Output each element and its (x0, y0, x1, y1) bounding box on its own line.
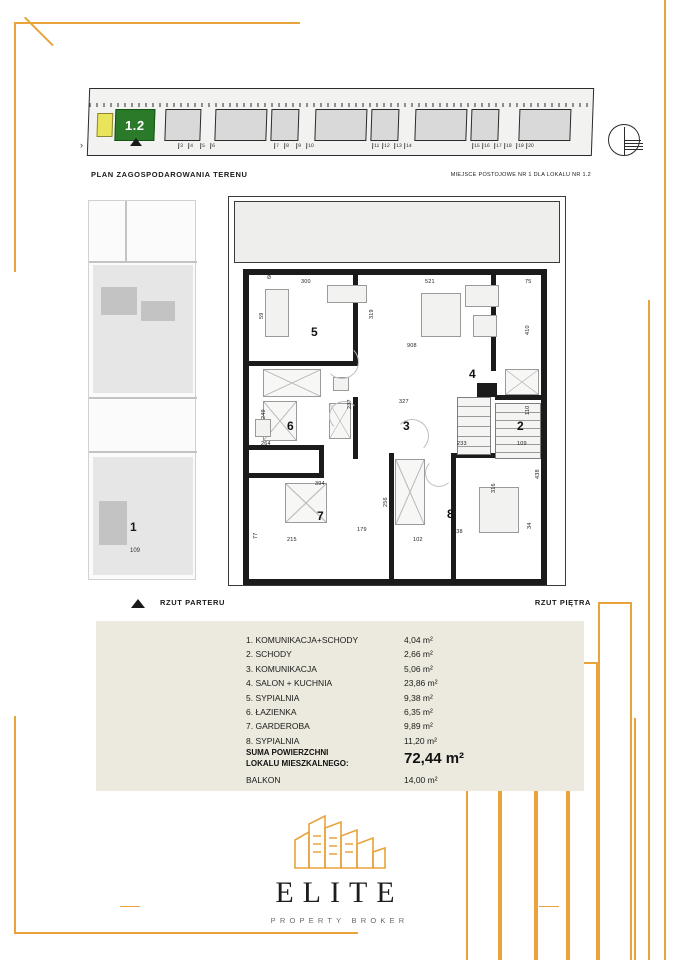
furniture-sink (333, 377, 349, 391)
plan-dimension: 327 (399, 399, 409, 405)
legend-room-name: 3. KOMUNIKACJA (246, 663, 317, 674)
legend-room-name: 2. SCHODY (246, 649, 292, 660)
ghost-wall (89, 451, 197, 453)
site-plan-number: 4 (190, 143, 194, 149)
plan-dimension: 249 (261, 409, 267, 419)
site-plan-number-row (88, 143, 591, 153)
site-plan-number: 18 (506, 143, 512, 149)
logo-rule-right (539, 906, 559, 907)
legend-room-name: 1. KOMUNIKACJA+SCHODY (246, 635, 359, 645)
plan-dimension: 215 (287, 537, 297, 543)
site-plan-unit-badge: 1.2 (114, 109, 155, 141)
furniture-wardrobe (263, 369, 321, 397)
site-plan (88, 88, 593, 156)
site-plan-unit-block (518, 109, 571, 141)
total-area-label (246, 748, 404, 769)
plan-dimension: 59 (259, 312, 265, 319)
frame-line-bottom-left-horizontal (14, 932, 358, 934)
total-area-label-line1: SUMA POWIERZCHNI (246, 748, 329, 757)
plan-dimension: 179 (357, 527, 367, 533)
site-plan-number: 5 (202, 143, 206, 149)
legend-room-area: 9,89 m² (404, 721, 433, 732)
legend-row (246, 705, 546, 719)
plan-dimension: 319 (369, 309, 375, 319)
total-area-row (246, 748, 566, 769)
site-plan-number: 12 (384, 143, 390, 149)
site-plan-number: 20 (528, 143, 534, 149)
ghost-plan-dimension: 109 (130, 548, 141, 554)
legend-room-area: 23,86 m² (404, 678, 438, 689)
ghost-wall (89, 397, 197, 399)
plan-room-number-4: 4 (469, 367, 476, 381)
ground-floor-caption: RZUT PARTERU (160, 598, 225, 607)
furniture-bed-room8 (479, 487, 519, 533)
frame-line-top-left-vertical (14, 22, 16, 272)
ghost-wall (101, 287, 137, 315)
site-plan-parking-space (96, 113, 113, 137)
building-logo-icon (275, 810, 405, 870)
legend-room-area: 6,35 m² (404, 707, 433, 718)
upper-floor-plan (228, 196, 566, 586)
plan-dimension: 233 (457, 441, 467, 447)
site-plan-caption: PLAN ZAGOSPODAROWANIA TERENU (91, 170, 248, 179)
parking-note: MIEJSCE POSTOJOWE NR 1 DLA LOKALU NR 1.2 (450, 172, 591, 178)
legend-row (246, 691, 546, 705)
ghost-wall (125, 201, 127, 261)
plan-dimension: 908 (407, 343, 417, 349)
balcony-terrace (234, 201, 560, 263)
furniture-shower (255, 419, 271, 437)
site-plan-number: 14 (406, 143, 412, 149)
legend-row (246, 676, 546, 690)
compass-hatch (625, 143, 643, 153)
plan-dimension: 77 (253, 532, 259, 539)
site-plan-number: 8 (286, 143, 290, 149)
legend-room-name: 7. GARDEROBA (246, 721, 310, 732)
legend-room-name: 8. SYPIALNIA (246, 735, 300, 746)
door-swing-arc (329, 401, 359, 431)
plan-wall-interior (249, 473, 324, 478)
furniture-bathtub (327, 285, 367, 303)
furniture-wardrobe (395, 459, 425, 525)
upper-floor-caption: RZUT PIĘTRA (534, 598, 591, 607)
ground-floor-ghost-plan (88, 200, 196, 580)
legend-row (246, 734, 546, 748)
site-plan-number: 11 (374, 143, 380, 149)
plan-dimension: 109 (517, 441, 527, 447)
legend-row (246, 633, 546, 647)
site-plan-number: 9 (298, 143, 302, 149)
balcony-row (246, 775, 566, 785)
plan-dimension: 410 (525, 325, 531, 335)
door-swing-arc (325, 345, 359, 379)
site-plan-unit-block (414, 109, 467, 141)
plan-dimension: 60 (267, 272, 273, 279)
balcony-area: 14,00 m² (404, 775, 438, 785)
plan-wall-outer-left (243, 269, 249, 585)
plan-room-number-8: 8 (447, 507, 454, 521)
site-plan-number: 16 (484, 143, 490, 149)
site-plan-unit-block (214, 109, 267, 141)
plan-dimension: 438 (535, 469, 541, 479)
legend-room-name: 4. SALON + KUCHNIA (246, 678, 333, 689)
site-plan-unit-block (370, 109, 399, 141)
legend-room-area: 2,66 m² (404, 649, 433, 660)
site-plan-number: 15 (474, 143, 480, 149)
door-swing-arc (425, 459, 453, 487)
brand-tagline: PROPERTY BROKER (270, 916, 409, 925)
plan-wall-interior (319, 445, 324, 475)
plan-dimension: 300 (301, 279, 311, 285)
ghost-wall (99, 501, 127, 545)
plan-room-number-5: 5 (311, 325, 318, 339)
site-plan-number: 17 (496, 143, 502, 149)
site-plan-number: 6 (212, 143, 216, 149)
plan-wall-interior (495, 395, 543, 400)
site-plan-unit-block (270, 109, 299, 141)
plan-room-number-6: 6 (287, 419, 294, 433)
ground-floor-marker-icon (131, 599, 145, 608)
ghost-plan-room-number: 1 (130, 520, 137, 534)
furniture-kitchen-counter (465, 285, 499, 307)
legend-row-list (246, 633, 546, 748)
furniture-sofa (421, 293, 461, 337)
site-plan-number: 13 (396, 143, 402, 149)
frame-line-top-left-horizontal (14, 22, 300, 24)
plan-dimension: 110 (525, 405, 531, 415)
area-legend-panel (96, 621, 584, 791)
site-plan-body (87, 88, 594, 156)
plan-room-number-2: 2 (517, 419, 524, 433)
plan-dimension: 264 (261, 441, 271, 447)
plan-wall-outer-bottom (243, 579, 547, 585)
plan-room-number-7: 7 (317, 509, 324, 523)
legend-room-area: 5,06 m² (404, 663, 433, 674)
plan-room-number-3: 3 (403, 419, 410, 433)
furniture-bed-room5 (265, 289, 289, 337)
balcony-label: BALKON (246, 775, 281, 785)
site-plan-number: 7 (276, 143, 280, 149)
site-plan-unit-block (164, 109, 201, 141)
legend-room-name: 5. SYPIALNIA (246, 692, 300, 703)
plan-wall-interior (477, 383, 497, 397)
site-plan-number: 3 (180, 143, 184, 149)
logo-rule-left (120, 906, 140, 907)
plan-dimension: 237 (347, 399, 353, 409)
legend-room-area: 4,04 m² (404, 635, 433, 645)
total-area-label-line2: LOKALU MIESZKALNEGO: (246, 758, 349, 768)
legend-row (246, 662, 546, 676)
site-plan-unit-block (470, 109, 499, 141)
legend-room-name: 6. ŁAZIENKA (246, 707, 297, 718)
door-swing-arc (395, 419, 429, 453)
site-plan-road-strip (90, 103, 593, 107)
plan-wall-outer-right (541, 269, 547, 585)
legend-row (246, 719, 546, 733)
plan-wall-interior (389, 453, 394, 585)
site-plan-entry-arrow-icon (130, 138, 142, 146)
plan-dimension: 256 (383, 497, 389, 507)
plan-wall-outer-top (243, 269, 547, 275)
ghost-wall (141, 301, 175, 321)
furniture-wardrobe (505, 369, 539, 395)
plan-dimension: 75 (525, 279, 532, 285)
furniture-table (473, 315, 497, 337)
plan-dimension: 34 (527, 522, 533, 529)
site-plan-number: 19 (518, 143, 524, 149)
plan-dimension: 521 (425, 279, 435, 285)
legend-room-area: 9,38 m² (404, 692, 433, 703)
brand-logo (0, 810, 679, 925)
plan-dimension: 316 (491, 483, 497, 493)
plan-dimension: 102 (413, 537, 423, 543)
compass-icon (608, 124, 640, 156)
plan-dimension: 238 (453, 529, 463, 535)
site-plan-left-marker: › (80, 140, 83, 150)
site-plan-number: 10 (308, 143, 314, 149)
ghost-room-fill (93, 265, 193, 393)
legend-room-area: 11,20 m² (404, 735, 437, 746)
ghost-wall (89, 261, 197, 263)
site-plan-unit-block (314, 109, 367, 141)
plan-dimension: 394 (315, 481, 325, 487)
brand-name: ELITE (275, 876, 404, 909)
legend-row (246, 647, 546, 661)
total-area-value: 72,44 m² (404, 750, 465, 767)
